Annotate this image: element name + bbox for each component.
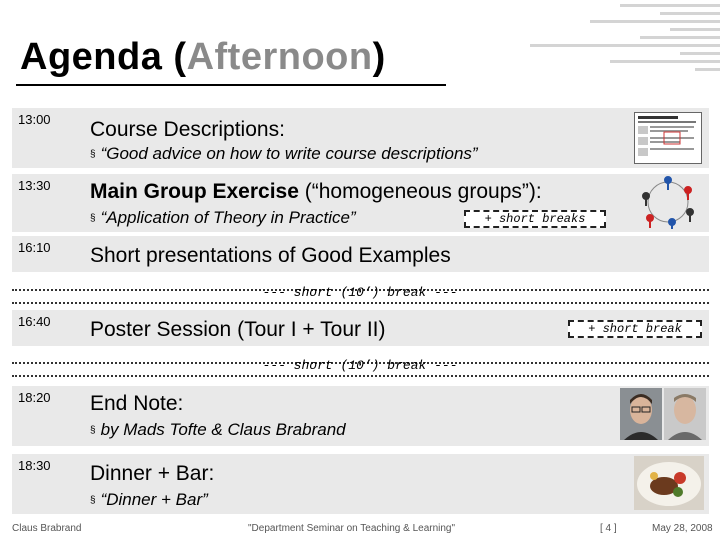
agenda-heading: Dinner + Bar: (90, 462, 215, 485)
speaker-photo-2 (664, 388, 706, 440)
agenda-row-dinner (12, 454, 709, 514)
agenda-row-course-descriptions (12, 108, 709, 168)
agenda-subitem: § “Good advice on how to write course descriptions” (90, 144, 478, 163)
break-divider (12, 375, 709, 377)
agenda-time: 13:00 (18, 112, 51, 127)
group-circle-icon (638, 174, 698, 230)
agenda-time: 18:30 (18, 458, 51, 473)
title-highlight: Afternoon (186, 36, 373, 78)
agenda-subitem: § by Mads Tofte & Claus Brabrand (90, 420, 346, 439)
footer-date: May 28, 2008 (652, 523, 713, 534)
short-breaks-note: + short breaks (464, 210, 606, 228)
page-title: Agenda (Afternoon) (20, 36, 386, 78)
speaker-photo-1 (620, 388, 662, 440)
break-label: --- short (10’) break --- (262, 358, 458, 373)
agenda-heading: Short presentations of Good Examples (90, 244, 451, 267)
agenda-row-end-note (12, 386, 709, 446)
agenda-subitem: § “Application of Theory in Practice” (90, 208, 356, 227)
agenda-heading: Course Descriptions: (90, 118, 285, 141)
bullet-icon: § (90, 149, 96, 160)
agenda-time: 18:20 (18, 390, 51, 405)
title-underline (16, 84, 446, 86)
agenda-subitem: § “Dinner + Bar” (90, 490, 208, 509)
course-description-thumbnail (634, 112, 702, 164)
agenda-row-poster-session (12, 310, 709, 346)
footer-author: Claus Brabrand (12, 523, 82, 534)
agenda-row-main-group-exercise (12, 174, 709, 232)
break-divider (12, 302, 709, 304)
agenda-time: 16:10 (18, 240, 51, 255)
agenda-row-short-presentations (12, 236, 709, 272)
agenda-heading: End Note: (90, 392, 184, 415)
bullet-icon: § (90, 213, 96, 224)
bullet-icon: § (90, 425, 96, 436)
footer-page-number: [ 4 ] (600, 523, 617, 534)
agenda-time: 13:30 (18, 178, 51, 193)
break-label: --- short (10’) break --- (262, 285, 458, 300)
bullet-icon: § (90, 495, 96, 506)
agenda-heading: Poster Session (Tour I + Tour II) (90, 318, 386, 341)
agenda-heading: Main Group Exercise (“homogeneous groups”): (90, 180, 542, 203)
footer-event: "Department Seminar on Teaching & Learning" (248, 523, 456, 534)
agenda-time: 16:40 (18, 314, 51, 329)
short-break-note: + short break (568, 320, 702, 338)
dinner-plate-photo (634, 456, 704, 510)
decorative-stripes (470, 0, 720, 100)
